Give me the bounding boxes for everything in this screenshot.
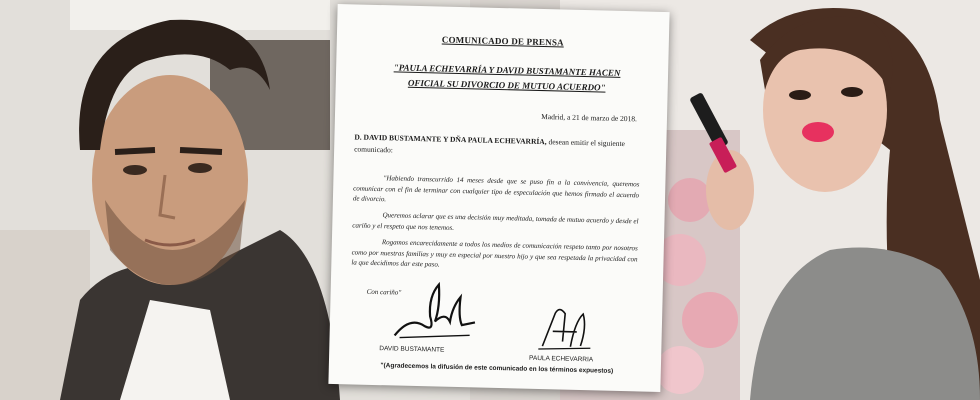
signatory-left-name: DAVID BUSTAMANTE	[379, 345, 445, 354]
intro-names: D. DAVID BUSTAMANTE Y DÑA PAULA ECHEVARRÍA,	[354, 132, 547, 147]
paragraph-2: Queremos aclarar que es una decisión muy meditada, tomada de mutuo acuerdo y desde el cariño y el respeto que nos tenemos.	[352, 211, 639, 232]
paragraph-1: "Habiendo transcurrido 14 meses desde que se puso fin a la convivencia, queremos comunicar con el fin de terminar con cualquier tipo de especulación que hemos firmado el acuerdo de divorcio.	[352, 174, 640, 204]
intro-rest: desean emitir el siguiente comunicado:	[354, 137, 626, 155]
signature-david	[389, 275, 481, 347]
press-release-intro	[354, 131, 639, 162]
press-release-heading: COMUNICADO DE PRENSA	[441, 34, 564, 48]
press-release-document	[328, 4, 669, 392]
press-release-footer: "(Agradecemos la difusión de este comunicado en los términos expuestos)	[380, 362, 614, 375]
press-release-date: Madrid, a 21 de marzo de 2018.	[541, 112, 638, 124]
signatory-right-name: PAULA ECHEVARRIA	[529, 354, 594, 364]
press-release-title: "PAULA ECHEVARRÍA Y DAVID BUSTAMANTE HACEN OFICIAL SU DIVORCIO DE MUTUO ACUERDO"	[393, 62, 621, 93]
closing-line: Con cariño"	[366, 287, 402, 297]
signature-paula	[534, 301, 595, 354]
paragraph-3: Rogamos encarecidamente a todos los medios de comunicación respeto tanto por nosotros como por nuestras familias y muy en especial por nuestro hijo y que sea respetada la privacidad con la que decidimos dar este paso.	[351, 238, 638, 269]
